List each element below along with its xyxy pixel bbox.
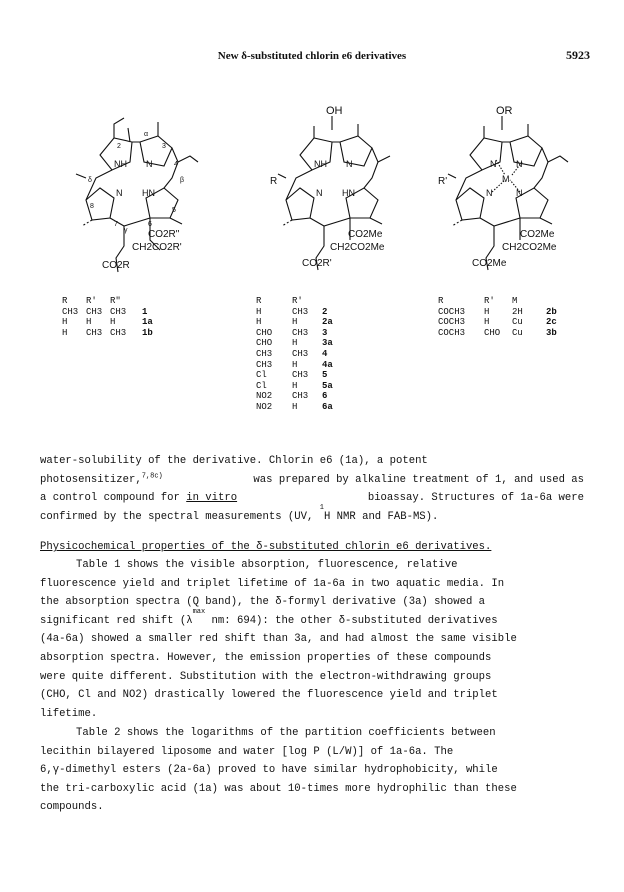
table-row: CHO CH3 3 — [256, 327, 328, 338]
s3-label-r1: R' — [438, 176, 448, 187]
text-line: Table 1 shows the visible absorption, fluorescence, relative — [76, 559, 458, 571]
text-line: compounds. — [40, 801, 104, 814]
s3-label-n-4: N — [516, 188, 523, 198]
body-paragraph-3 — [40, 724, 584, 817]
s2-label-nh: NH — [314, 159, 327, 169]
substituent-table-3 — [438, 296, 557, 338]
table-row: H CH3 CH3 1b — [62, 327, 153, 338]
text-line: water-solubility of the derivative. Chlorin e6 (1a), a potent — [40, 455, 428, 467]
s2-label-r: R — [270, 176, 278, 187]
s1-label-co2r: CO2R — [102, 260, 130, 271]
s1-label-2: 2 — [117, 143, 121, 150]
table-row: COCH3 CHO Cu 3b — [438, 327, 557, 338]
table-row: COCH3 H Cu 2c — [438, 317, 557, 328]
text-line: (CHO, Cl and NO2) drastically lowered the fluorescence yield and triplet — [40, 689, 498, 702]
text-line: were quite different. Substitution with the electron-withdrawing groups — [40, 670, 492, 683]
s3-label-ch2co2me: CH2CO2Me — [502, 242, 557, 253]
table-header-row: R R' — [256, 296, 303, 306]
table-row: H H 2a — [256, 317, 333, 328]
s1-label-alpha: α — [144, 131, 149, 138]
text-line: lecithin bilayered liposome and water [log P (L/W)] of 1a-6a. The — [40, 745, 454, 758]
s1-label-nh: NH — [114, 159, 127, 169]
text-line: the tri-carboxylic acid (1a) was about 10-times more hydrophilic than these — [40, 782, 517, 795]
substituent-table-1 — [62, 296, 153, 338]
s2-label-oh: OH — [326, 105, 343, 117]
text-line: confirmed by the spectral measurements (UV, 1 H NMR and FAB-MS). — [40, 503, 439, 523]
body-paragraph-2 — [40, 556, 584, 723]
table-row: H H H 1a — [62, 317, 153, 328]
s3-label-n-2: N — [516, 159, 523, 169]
s1-label-n-bottom: N — [116, 188, 123, 198]
s3-label-m: M — [502, 174, 510, 184]
page-number: 5923 — [566, 48, 590, 62]
text-line: 6,γ-dimethyl esters (2a-6a) proved to have similar hydrophobicity, while — [40, 764, 498, 777]
s1-label-8: 8 — [90, 203, 94, 210]
running-header-title: New δ-substituted chlorin e6 derivatives — [217, 50, 407, 62]
table-header-row: R R' R" — [62, 296, 121, 306]
table-row: CH3 CH3 4 — [256, 348, 328, 359]
s3-label-co2me-2: CO2Me — [472, 258, 507, 269]
s2-label-n-top: N — [346, 159, 353, 169]
table-row: CH3 H 4a — [256, 359, 333, 370]
text-line: (4a-6a) showed a smaller red shift than 3a, and had almost the same visible — [40, 633, 517, 646]
text-line: Table 2 shows the logarithms of the partition coefficients between — [76, 727, 496, 739]
s1-label-gamma: γ — [124, 227, 128, 234]
table-row: Cl H 5a — [256, 380, 333, 391]
s1-label-ch2co2r1: CH2CO2R' — [132, 242, 182, 253]
substituent-table-2 — [256, 296, 333, 413]
text-line: fluorescence yield and triplet lifetime of 1a-6a in two aquatic media. In — [40, 577, 505, 590]
text-line: significant red shift (λ max nm: 694): the other δ-substituted derivatives — [40, 607, 498, 627]
s2-label-ch2co2me: CH2CO2Me — [330, 242, 385, 253]
s3-label-or: OR — [496, 105, 513, 117]
s2-label-co2r1: CO2R' — [302, 258, 332, 269]
s3-label-n-1: N — [490, 159, 497, 169]
table-row: H CH3 2 — [256, 306, 328, 317]
text-line: absorption spectra. However, the emission properties of these compounds — [40, 651, 492, 664]
table-row: CH3 CH3 CH3 1 — [62, 306, 148, 317]
table-row: Cl CH3 5 — [256, 370, 328, 381]
s1-label-3: 3 — [162, 143, 166, 150]
s1-label-beta: β — [180, 177, 185, 184]
s2-label-n-bottom: N — [316, 188, 323, 198]
s1-label-co2r2: CO2R" — [148, 229, 180, 240]
s1-label-4: 4 — [174, 161, 178, 168]
text-line: a control compound for in vitro bioassay. Structures of 1a-6a were — [40, 492, 584, 505]
s1-label-7: 7 — [114, 221, 118, 228]
table-row: NO2 CH3 6 — [256, 391, 328, 402]
s1-label-5: 5 — [172, 207, 176, 214]
text-line: lifetime. — [40, 707, 98, 720]
s1-label-6: 6 — [148, 221, 152, 228]
chemical-structures — [40, 100, 584, 285]
s2-label-co2me: CO2Me — [348, 229, 383, 240]
text-line: photosensitizer,$^{7,8c)}$ was prepared by alkaline treatment of 1, and used as — [40, 472, 584, 486]
citation-ref: 7,8c) — [141, 472, 163, 481]
s1-label-hn: HN — [142, 188, 155, 198]
table-row: CHO H 3a — [256, 338, 333, 349]
s2-label-hn: HN — [342, 188, 355, 198]
text-line: the absorption spectra (Q band), the δ-formyl derivative (3a) showed a — [40, 596, 486, 609]
table-row: COCH3 H 2H 2b — [438, 306, 557, 317]
s3-label-n-3: N — [486, 188, 493, 198]
s3-label-co2me: CO2Me — [520, 229, 555, 240]
table-header-row: R R' M — [438, 296, 518, 306]
s1-label-delta: δ — [88, 177, 92, 184]
s1-label-n-top: N — [146, 159, 153, 169]
table-row: NO2 H 6a — [256, 401, 333, 412]
section-heading: Physicochemical properties of the δ-substituted chlorin e6 derivatives. — [40, 541, 492, 553]
body-paragraph-1 — [40, 452, 584, 526]
